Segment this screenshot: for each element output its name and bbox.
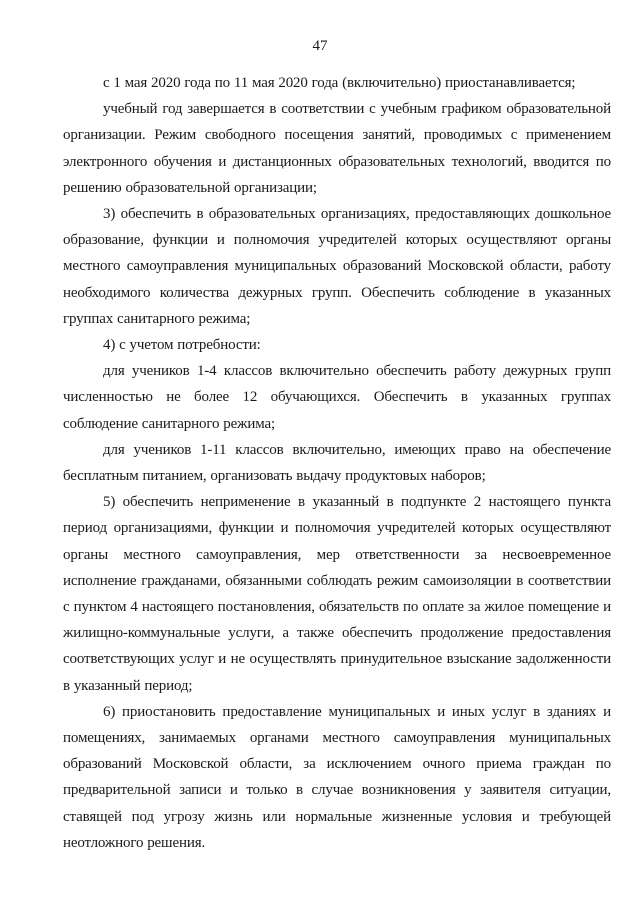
- paragraph-school-year-end: учебный год завершается в соответствии с учебным графиком образовательной организации. Режим свободного посещения занятий, проводимых с применением электронного обучения и дистанционных образовательных технологий, вводится по решению образовательной организации;: [63, 101, 611, 196]
- paragraph-suspension-dates: с 1 мая 2020 года по 11 мая 2020 года (включительно) приостанавливается;: [103, 75, 576, 91]
- paragraph-item-6-services: 6) приостановить предоставление муниципальных и иных услуг в зданиях и помещениях, занимаемых органами местного самоуправления муниципальных образований Московской области, за исключением очного приема граждан по предварительной записи и только в случае возникновения у заявителя ситуации, ставящей под угрозу жизнь или нормальные жизненные условия и требующей неотложного решения.: [63, 703, 611, 851]
- paragraph-item-4-intro: 4) с учетом потребности:: [103, 337, 261, 354]
- paragraph-item-5-payments: 5) обеспечить неприменение в указанный в подпункте 2 настоящего пункта период организациями, функции и полномочия учредителей которых осуществляют органы местного самоуправления, мер ответственности за несвоевременное исполнение гражданами, обязанными соблюдать режим самоизоляции в соответствии с пунктом 4 настоящего постановления, обязательств по оплате за жилое помещение и жилищно-коммунальные услуги, а также обеспечить продолжение предоставления соответствующих услуг и не осуществлять принудительное взыскание задолженности в указанный период;: [63, 494, 611, 694]
- page-number: 47: [312, 38, 328, 54]
- paragraph-item-3-duty-groups: 3) обеспечить в образовательных организациях, предоставляющих дошкольное образование, функции и полномочия учредителей которых осуществляют органы местного самоуправления муниципальных образований Московской области, работу необходимого количества дежурных групп. Обеспечить соблюдение в указанных группах санитарного режима;: [63, 206, 611, 327]
- document-body: [63, 70, 611, 856]
- paragraph-grades-1-11: для учеников 1-11 классов включительно, имеющих право на обеспечение бесплатным питанием, организовать выдачу продуктовых наборов;: [63, 441, 611, 485]
- paragraph-grades-1-4: для учеников 1-4 классов включительно обеспечить работу дежурных групп численностью не более 12 обучающихся. Обеспечить в указанных группах соблюдение санитарного режима;: [63, 363, 611, 432]
